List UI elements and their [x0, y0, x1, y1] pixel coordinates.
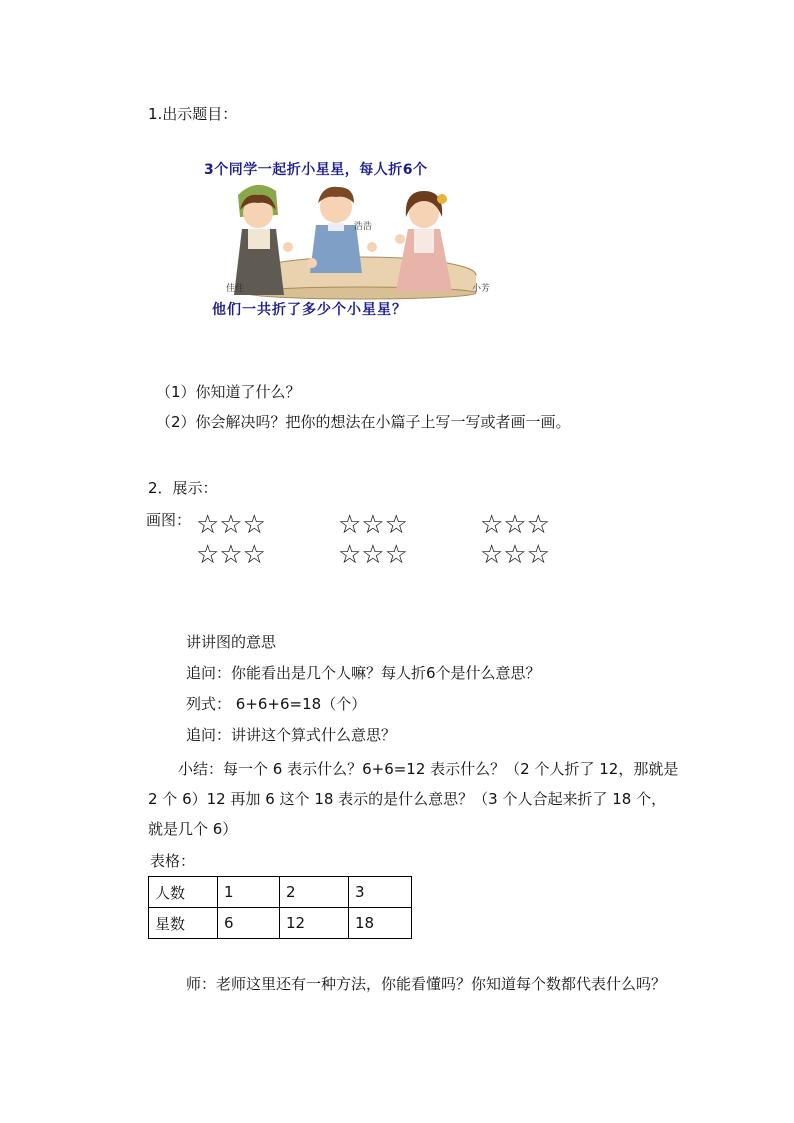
- section2-title: 2．展示：: [148, 479, 218, 497]
- table-cell: 星数: [149, 908, 218, 939]
- table-cell: 18: [349, 908, 412, 939]
- star-group-1-row-1: ☆☆☆: [196, 510, 266, 540]
- star-group-3-row-2: ☆☆☆: [480, 540, 550, 570]
- table-cell: 3: [349, 877, 412, 908]
- star-group-2-row-1: ☆☆☆: [338, 510, 408, 540]
- summary-line-2: 2 个 6）12 再加 6 这个 18 表示的是什么意思？（3 个人合起来折了 18 个，: [148, 790, 667, 808]
- name-left: 佳佳: [226, 284, 245, 294]
- table-cell: 6: [218, 908, 280, 939]
- table-cell: 12: [280, 908, 349, 939]
- table-cell: 人数: [149, 877, 218, 908]
- section1-title: 1.出示题目：: [148, 105, 238, 123]
- star-group-3-row-1: ☆☆☆: [480, 510, 550, 540]
- teacher-line: 师：老师这里还有一种方法，你能看懂吗？你知道每个数都代表什么吗？: [186, 975, 667, 993]
- discussion-line-4: 追问：讲讲这个算式什么意思？: [186, 726, 397, 744]
- table-cell: 2: [280, 877, 349, 908]
- table-label: 表格：: [150, 852, 196, 870]
- illustration-caption-bottom: 他们一共折了多少个小星星？: [212, 302, 407, 318]
- table-row: [149, 908, 412, 939]
- star-group-2-row-2: ☆☆☆: [338, 540, 408, 570]
- discussion-line-1: 讲讲图的意思: [186, 633, 277, 651]
- data-table: [148, 876, 412, 939]
- star-group-1-row-2: ☆☆☆: [196, 540, 266, 570]
- name-middle: 浩浩: [354, 222, 373, 232]
- illustration: [196, 155, 526, 325]
- table-row: [149, 877, 412, 908]
- table-cell: 1: [218, 877, 280, 908]
- summary-line-1: 小结：每一个 6 表示什么？6+6=12 表示什么？（2 个人折了 12，那就是: [178, 760, 679, 778]
- discussion-line-2: 追问：你能看出是几个人嘛？每人折6个是什么意思？: [186, 664, 541, 682]
- discussion-line-3: 列式： 6+6+6=18（个）: [186, 695, 367, 713]
- name-right: 小芳: [472, 284, 491, 294]
- question-1: （1）你知道了什么？: [156, 383, 301, 401]
- question-2: （2）你会解决吗？把你的想法在小篇子上写一写或者画一画。: [156, 413, 571, 431]
- illustration-caption-top: 3个同学一起折小星星，每人折6个: [204, 162, 428, 178]
- summary-line-3: 就是几个 6）: [148, 820, 238, 838]
- draw-label: 画图：: [146, 511, 192, 529]
